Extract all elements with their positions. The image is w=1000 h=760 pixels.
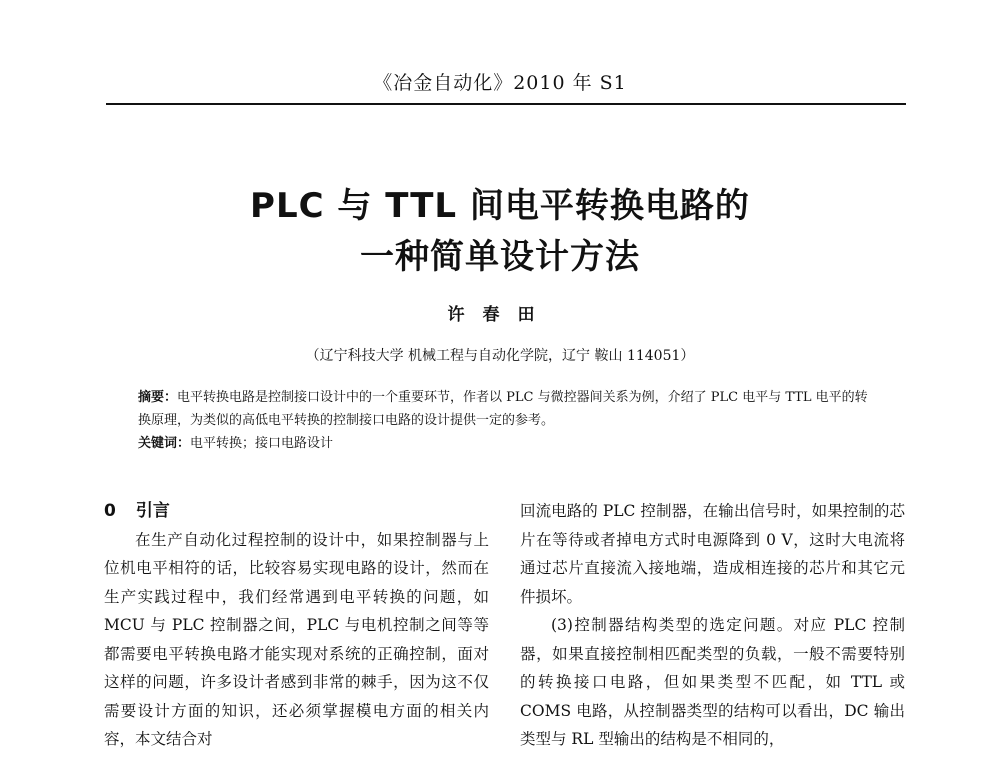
section-title: 引言 (135, 501, 170, 521)
author-affiliation: （辽宁科技大学 机械工程与自动化学院，辽宁 鞍山 114051） (305, 348, 695, 364)
paper-title-line-2: 一种简单设计方法 (360, 237, 640, 277)
abstract-block (138, 386, 873, 455)
paper-title-line-1: PLC 与 TTL 间电平转换电路的 (250, 186, 750, 226)
section-heading (104, 497, 489, 526)
left-column (104, 497, 489, 754)
journal-header: 《冶金自动化》2010 年 S1 (373, 72, 627, 94)
author-name: 许春田 (447, 305, 553, 325)
keywords-paragraph (138, 432, 873, 455)
abstract-text: 电平转换电路是控制接口设计中的一个重要环节，作者以 PLC 与微控器间关系为例，介绍了 PLC 电平与 TTL 电平的转换原理，为类似的高低电平转换的控制接口电路的设计提供一定的参考。 (138, 390, 868, 428)
continuation-paragraph: 回流电路的 PLC 控制器，在输出信号时，如果控制的芯片在等待或者掉电方式时电源降到 0 V，这时大电流将通过芯片直接流入接地端，造成相连接的芯片和其它元件损坏。 (520, 502, 905, 606)
abstract-label: 摘要： (138, 390, 178, 405)
header-rule (106, 103, 906, 105)
abstract-paragraph (138, 386, 873, 432)
item-3-paragraph: (3)控制器结构类型的选定问题。对应 PLC 控制器，如果直接控制相匹配类型的负载，一般不需要特别的转换接口电路，但如果类型不匹配，如 TTL 或 COMS 电路，从控制器类型的结构可以看出，DC 输出类型与 RL 型输出的结构是不相同的， (520, 616, 905, 748)
keywords-label: 关键词： (138, 436, 191, 451)
keywords-text: 电平转换；接口电路设计 (190, 436, 334, 451)
intro-paragraph: 在生产自动化过程控制的设计中，如果控制器与上位机电平相符的话，比较容易实现电路的设计，然而在生产实践过程中，我们经常遇到电平转换的问题，如 MCU 与 PLC 控制器之间，PLC 与电机控制之间等等都需要电平转换电路才能实现对系统的正确控制，面对这样的问题，许多设计者感到非常的棘手，因为这不仅需要设计方面的知识，还必须掌握模电方面的相关内容，本文结合对 (104, 530, 489, 748)
section-number: 0 (104, 501, 116, 521)
right-column (520, 497, 905, 754)
